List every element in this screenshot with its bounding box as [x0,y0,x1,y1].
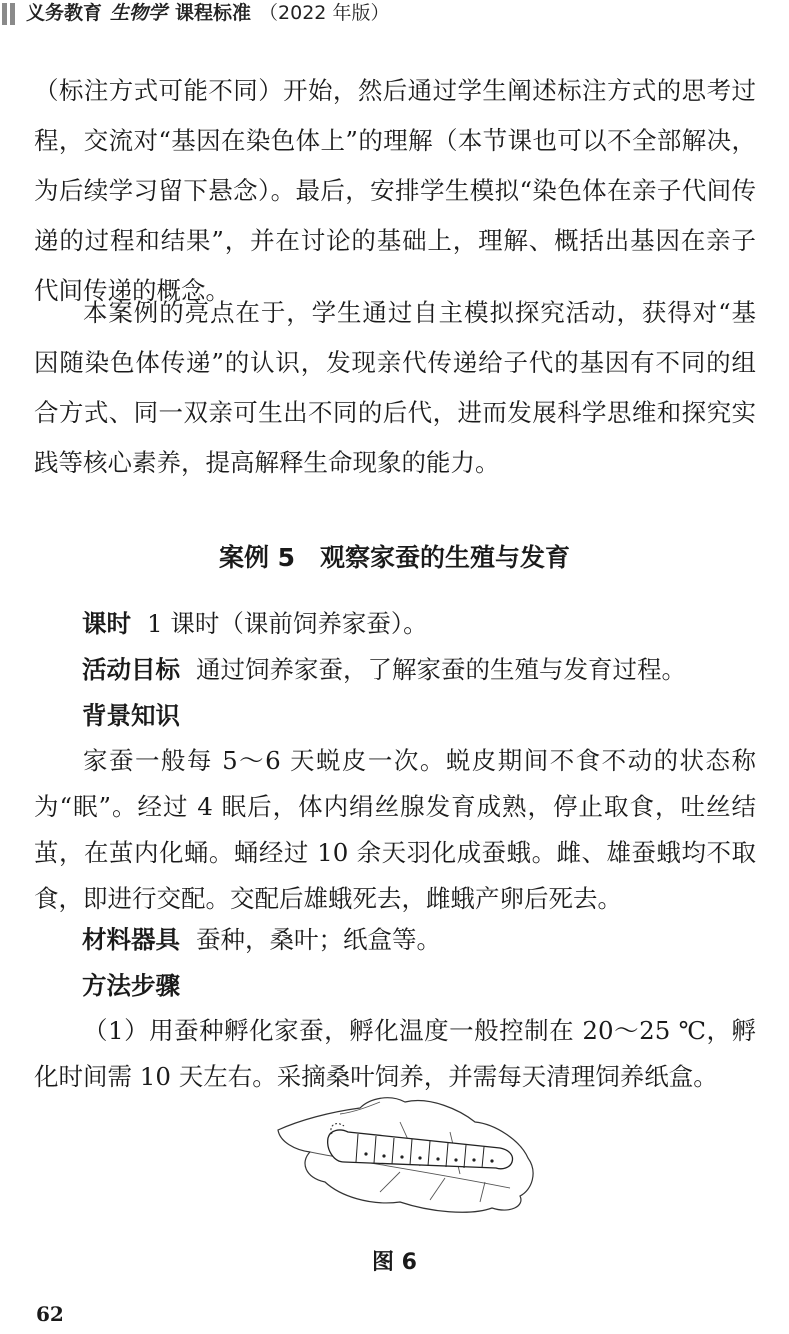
case-title: 案例 5 观察家蚕的生殖与发育 [218,543,571,572]
method-label: 方法步骤 [82,971,180,1000]
step-1-text: （1）用蚕种孵化家蚕，孵化温度一般控制在 20～25 ℃，孵化时间需 10 天左右。采摘桑叶饲养，并需每天清理饲养纸盒。 [34,1016,756,1091]
paragraph-1: （标注方式可能不同）开始，然后通过学生阐述标注方式的思考过程，交流对“基因在染色体上”的理解（本节课也可以不全部解决，为后续学习留下悬念）。最后，安排学生模拟“染色体在亲子代间传递的过程和结果”，并在讨论的基础上，理解、概括出基因在亲子代间传递的概念。 [34,76,756,305]
header-t1: 义务教育 [26,2,103,24]
class-hours-line [82,604,428,644]
materials-text: 蚕种，桑叶；纸盒等。 [196,925,441,954]
class-hours-label: 课时 [82,609,131,638]
paragraph-2: 本案例的亮点在于，学生通过自主模拟探究活动，获得对“基因随染色体传递”的认识，发现亲代传递给子代的基因有不同的组合方式、同一双亲可生出不同的后代，进而发展科学思维和探究实践等核心素养，提高解释生命现象的能力。 [34,298,756,477]
header-title [26,0,397,26]
goal-label: 活动目标 [82,655,180,684]
background-text: 家蚕一般每 5～6 天蜕皮一次。蜕皮期间不食不动的状态称为“眠”。经过 4 眠后，体内绢丝腺发育成熟，停止取食，吐丝结茧，在茧内化蛹。蛹经过 10 余天羽化成蚕蛾。雌、雄蚕蛾均不取食，即进行交配。交配后雄蛾死去，雌蛾产卵后死去。 [34,746,756,913]
header-t4: （2022 年版） [259,2,390,24]
running-header [0,0,789,30]
silkworm-on-leaf-illustration [270,1092,548,1216]
figure-caption: 图 6 [372,1250,417,1275]
header-bars-decoration [2,3,15,25]
materials-label: 材料器具 [82,925,180,954]
class-hours-text: 1 课时（课前饲养家蚕）。 [147,609,428,638]
header-t2: 生物学 [110,2,168,24]
background-label: 背景知识 [82,701,180,730]
page-number: 62 [36,1302,64,1326]
header-t3: 课程标准 [175,2,252,24]
materials-line [82,920,441,960]
goal-line [82,650,686,690]
goal-text: 通过饲养家蚕，了解家蚕的生殖与发育过程。 [196,655,686,684]
